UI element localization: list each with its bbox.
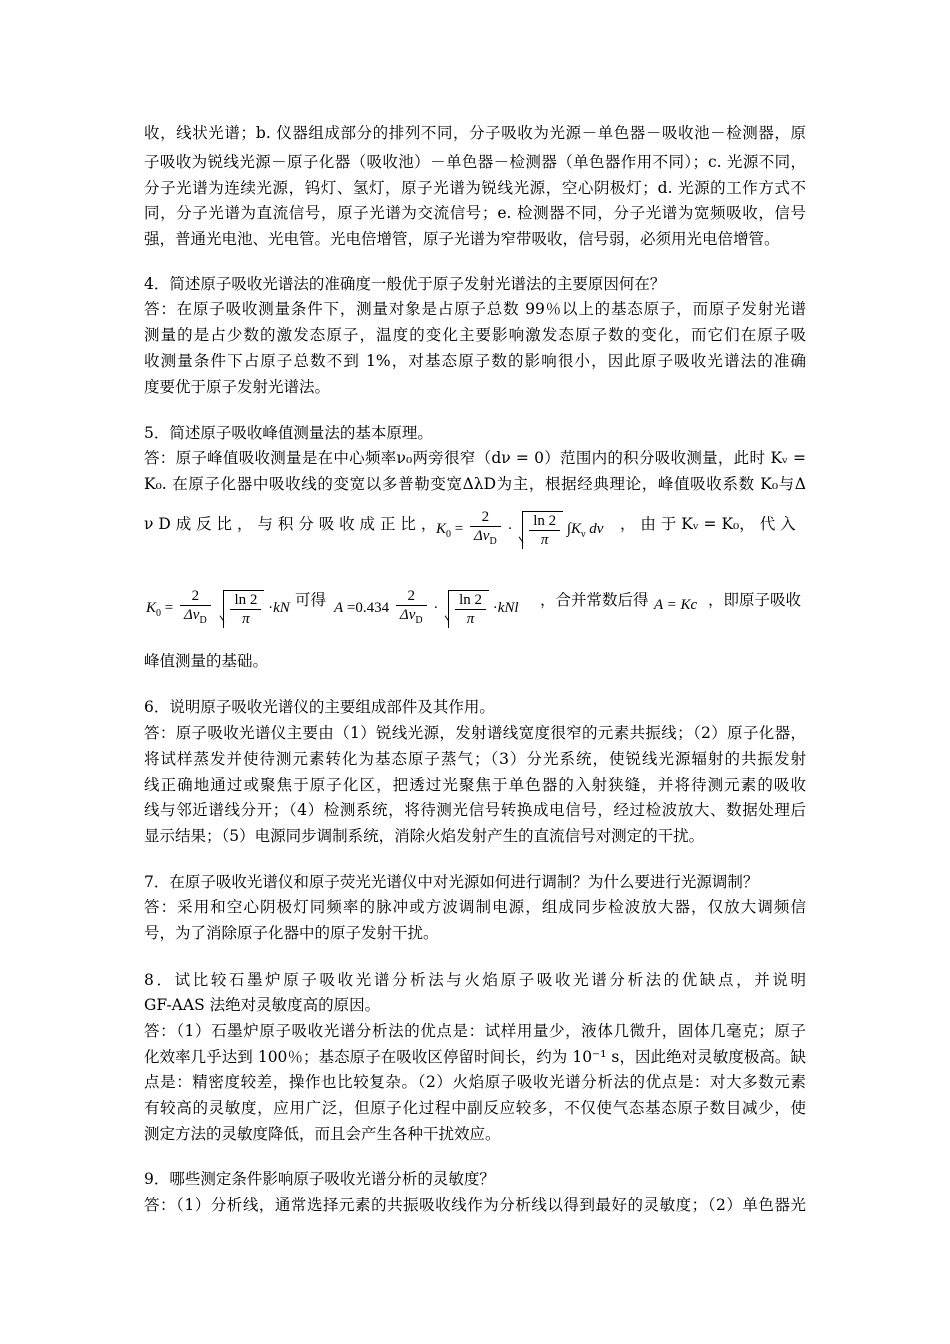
text-line: 同，分子光谱为直流信号，原子光谱为交流信号；e. 检测器不同，分子光谱为宽频吸收，信号 (144, 204, 806, 222)
text-line: K₀. 在原子化器中吸收线的变宽以多普勒变宽ΔλD为主，根据经典理论，峰值吸收系数 K₀与Δ (144, 475, 806, 493)
question-6: 6．说明原子吸收光谱仪的主要组成部件及其作用。 (144, 698, 495, 716)
text-line: 子吸收为锐线光源－原子化器（吸收池）－单色器－检测器（单色器作用不同）；c. 光源不同， (144, 153, 806, 171)
text-line: 显示结果；（5）电源同步调制系统，消除火焰发射产生的直流信号对测定的干扰。 (144, 827, 705, 845)
text-line: ，合并常数后得 (540, 591, 649, 609)
text-line: 答：（1）石墨炉原子吸收光谱分析法的优点是：试样用量少，液体几微升，固体几毫克；原子 (144, 1022, 806, 1040)
formula-A-Kc: A = Kc (654, 597, 698, 613)
text-line: 答：（1）分析线，通常选择元素的共振吸收线作为分析线以得到最好的灵敏度；（2）单色器光 (144, 1196, 806, 1214)
text-line: 有较高的灵敏度，应用广泛，但原子化过程中副反应较多，不仅使气态基态原子数目减少，使 (144, 1099, 806, 1117)
text-line: 测定方法的灵敏度降低，而且会产生各种干扰效应。 (144, 1125, 501, 1143)
text-line: ν D 成 反 比 ， 与 积 分 吸 收 成 正 比 ， (144, 515, 437, 533)
text-line: 分子光谱为连续光源，钨灯、氢灯，原子光谱为锐线光源，空心阴极灯；d. 光源的工作方式不 (144, 179, 806, 197)
text-line: 线正确地通过或聚焦于原子化区，把透过光聚焦于单色器的入射狭缝，并将待测元素的吸收 (144, 776, 806, 794)
text-line: 答：采用和空心阴极灯同频率的脉冲或方波调制电源，组成同步检波放大器，仅放大调频信 (144, 898, 806, 916)
question-4: 4．简述原子吸收光谱法的准确度一般优于原子发射光谱法的主要原因何在？ (144, 275, 666, 293)
text-line: 答：原子吸收光谱仪主要由（1）锐线光源，发射谱线宽度很窄的元素共振线；（2）原子化器， (144, 724, 806, 742)
text-line: ，即原子吸收 (708, 591, 802, 609)
text-line: 将试样蒸发并使待测元素转化为基态原子蒸气；（3）分光系统，使锐线光源辐射的共振发射 (144, 750, 806, 768)
question-7: 7．在原子吸收光谱仪和原子荧光光谱仪中对光源如何进行调制？为什么要进行光源调制？ (144, 873, 759, 891)
text-line: 可得 (295, 591, 327, 609)
text-line: ， 由 于 Kᵥ = K₀， 代 入 (620, 515, 796, 533)
text-line: 强，普通光电池、光电管。光电倍增管，原子光谱为窄带吸收，信号弱，必须用光电倍增管。 (144, 230, 780, 248)
question-9: 9．哪些测定条件影响原子吸收光谱分析的灵敏度？ (144, 1170, 495, 1188)
text-line: 测量的是占少数的激发态原子，温度的变化主要影响激发态原子数的变化，而它们在原子吸 (144, 326, 806, 344)
text-line: 峰值测量的基础。 (144, 652, 269, 670)
text-line: 收测量条件下占原子总数不到 1%，对基态原子数的影响很小，因此原子吸收光谱法的准确 (144, 352, 806, 370)
text-line: 号，为了消除原子化器中的原子发射干扰。 (144, 924, 439, 942)
question-5: 5．简述原子吸收峰值测量法的基本原理。 (144, 424, 433, 442)
text-line: GF-AAS 法绝对灵敏度高的原因。 (144, 996, 381, 1014)
text-line: 点是：精密度较差，操作也比较复杂。（2）火焰原子吸收光谱分析法的优点是：对大多数元素 (144, 1073, 806, 1091)
question-8: 8．试比较石墨炉原子吸收光谱分析法与火焰原子吸收光谱分析法的优缺点，并说明 (144, 971, 806, 989)
text-line: 度要优于原子发射光谱法。 (144, 378, 331, 396)
formula-k0-kN: $K_0$ = $\frac{2}{\Delta\nu_D}$ $\frac{\ln 2}{\pi}$ ·kN (146, 588, 290, 627)
text-line: 化效率几乎达到 100％；基态原子在吸收区停留时间长，约为 10⁻¹ s，因此绝对灵敏度极高。缺 (144, 1048, 806, 1066)
text-line: 收，线状光谱；b. 仪器组成部分的排列不同，分子吸收为光源－单色器－吸收池－检测器，原 (144, 124, 806, 142)
formula-A-kNl: A =0.434 $\frac{2}{\Delta\nu_D}$ · $\frac{\ln 2}{\pi}$ ·kNl (334, 588, 519, 627)
text-line: 线与邻近谱线分开；（4）检测系统，将待测光信号转换成电信号，经过检波放大、数据处理后 (144, 801, 806, 819)
text-line: 答：原子峰值吸收测量是在中心频率ν₀两旁很窄（dν = 0）范围内的积分吸收测量，此时 Kᵥ = (144, 449, 806, 467)
text-line: 答：在原子吸收测量条件下，测量对象是占原子总数 99％以上的基态原子，而原子发射光谱 (144, 300, 806, 318)
formula-k0-integral: $K_0$ = $\frac{2}{\Delta\nu_D}$ · $\frac{\ln 2}{\pi}$ $\int K_\nu$ dν (436, 509, 604, 548)
